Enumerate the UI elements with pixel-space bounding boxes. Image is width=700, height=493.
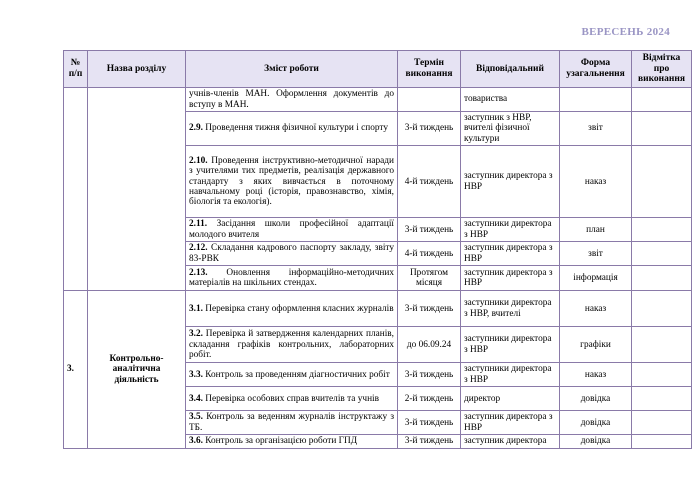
row-term: Протягом місяця — [398, 266, 461, 291]
row-term: 3-й тиждень — [398, 291, 461, 327]
row-mark — [632, 242, 692, 266]
row-responsible: заступники директора з НВР — [461, 218, 560, 242]
row-responsible: заступники директора з НВР, вчителі — [461, 291, 560, 327]
row-mark — [632, 327, 692, 363]
row-form: звіт — [560, 112, 632, 146]
col-header-term: Термін виконання — [398, 51, 461, 88]
row-responsible: заступник директора з НВР — [461, 411, 560, 435]
row-content: 3.3. Контроль за проведенням діагностичних робіт — [186, 363, 398, 387]
col-header-responsible: Відповідальний — [461, 51, 560, 88]
col-header-section: Назва розділу — [88, 51, 186, 88]
table-header-row — [64, 51, 692, 88]
col-header-mark: Відмітка про виконання — [632, 51, 692, 88]
row-term: 3-й тиждень — [398, 112, 461, 146]
row-content: 3.2. Перевірка й затвердження календарних планів, складання графіків контрольних, лабораторних робіт. — [186, 327, 398, 363]
row-content: 2.12. Складання кадрового паспорту закладу, звіту 83-РВК — [186, 242, 398, 266]
row-responsible: заступник директора — [461, 435, 560, 448]
row-form: наказ — [560, 363, 632, 387]
col-header-form: Форма узагальнення — [560, 51, 632, 88]
row-term — [398, 88, 461, 112]
row-form: наказ — [560, 146, 632, 218]
row-mark — [632, 363, 692, 387]
row-form: план — [560, 218, 632, 242]
row-form: звіт — [560, 242, 632, 266]
row-mark — [632, 291, 692, 327]
row-content: 2.11. Засідання школи професійної адаптації молодого вчителя — [186, 218, 398, 242]
row-mark — [632, 88, 692, 112]
row-responsible: заступники директора з НВР — [461, 363, 560, 387]
row-term: 3-й тиждень — [398, 363, 461, 387]
section-2-name-cell — [88, 88, 186, 291]
row-term: 4-й тиждень — [398, 146, 461, 218]
row-content: учнів-членів МАН. Оформлення документів до вступу в МАН. — [186, 88, 398, 112]
row-responsible: заступник директора з НВР — [461, 266, 560, 291]
row-form — [560, 88, 632, 112]
row-responsible: директор — [461, 387, 560, 411]
row-mark — [632, 387, 692, 411]
row-content: 3.1. Перевірка стану оформлення класних журналів — [186, 291, 398, 327]
row-content: 3.5. Контроль за веденням журналів інструктажу з ТБ. — [186, 411, 398, 435]
row-mark — [632, 146, 692, 218]
row-term: 3-й тиждень — [398, 218, 461, 242]
row-term: до 06.09.24 — [398, 327, 461, 363]
month-heading: ВЕРЕСЕНЬ 2024 — [581, 26, 670, 38]
row-responsible: заступник директора з НВР — [461, 242, 560, 266]
row-term: 3-й тиждень — [398, 435, 461, 448]
section-2-num-cell — [64, 88, 88, 291]
row-content: 3.6. Контроль за організацією роботи ГПД — [186, 435, 398, 448]
section-3-num: 3. — [64, 291, 88, 448]
row-responsible: товариства — [461, 88, 560, 112]
col-header-num: № п/п — [64, 51, 88, 88]
row-mark — [632, 435, 692, 448]
row-mark — [632, 411, 692, 435]
row-form: довідка — [560, 411, 632, 435]
row-mark — [632, 266, 692, 291]
row-form: інформація — [560, 266, 632, 291]
row-responsible: заступники директора з НВР — [461, 327, 560, 363]
table-row — [64, 88, 692, 112]
row-content: 2.13. Оновлення інформаційно-методичних матеріалів на шкільних стендах. — [186, 266, 398, 291]
row-content: 3.4. Перевірка особових справ вчителів та учнів — [186, 387, 398, 411]
row-term: 2-й тиждень — [398, 387, 461, 411]
row-mark — [632, 218, 692, 242]
row-term: 3-й тиждень — [398, 411, 461, 435]
row-term: 4-й тиждень — [398, 242, 461, 266]
section-3-title: Контрольно-аналітична діяльність — [88, 291, 186, 448]
row-responsible: заступник з НВР, вчителі фізичної культури — [461, 112, 560, 146]
row-content: 2.10. Проведення інструктивно-методичної наради з учителями тих предметів, реалізація державного стандарту з яких вивчається в поточному навчальному році (історія, правознавство, хімія, біологія та екологія). — [186, 146, 398, 218]
row-responsible: заступник директора з НВР — [461, 146, 560, 218]
row-form: наказ — [560, 291, 632, 327]
row-form: довідка — [560, 435, 632, 448]
work-plan-table — [63, 50, 692, 449]
row-content: 2.9. Проведення тижня фізичної культури і спорту — [186, 112, 398, 146]
row-form: довідка — [560, 387, 632, 411]
row-mark — [632, 112, 692, 146]
table-row — [64, 291, 692, 327]
row-form: графіки — [560, 327, 632, 363]
col-header-content: Зміст роботи — [186, 51, 398, 88]
